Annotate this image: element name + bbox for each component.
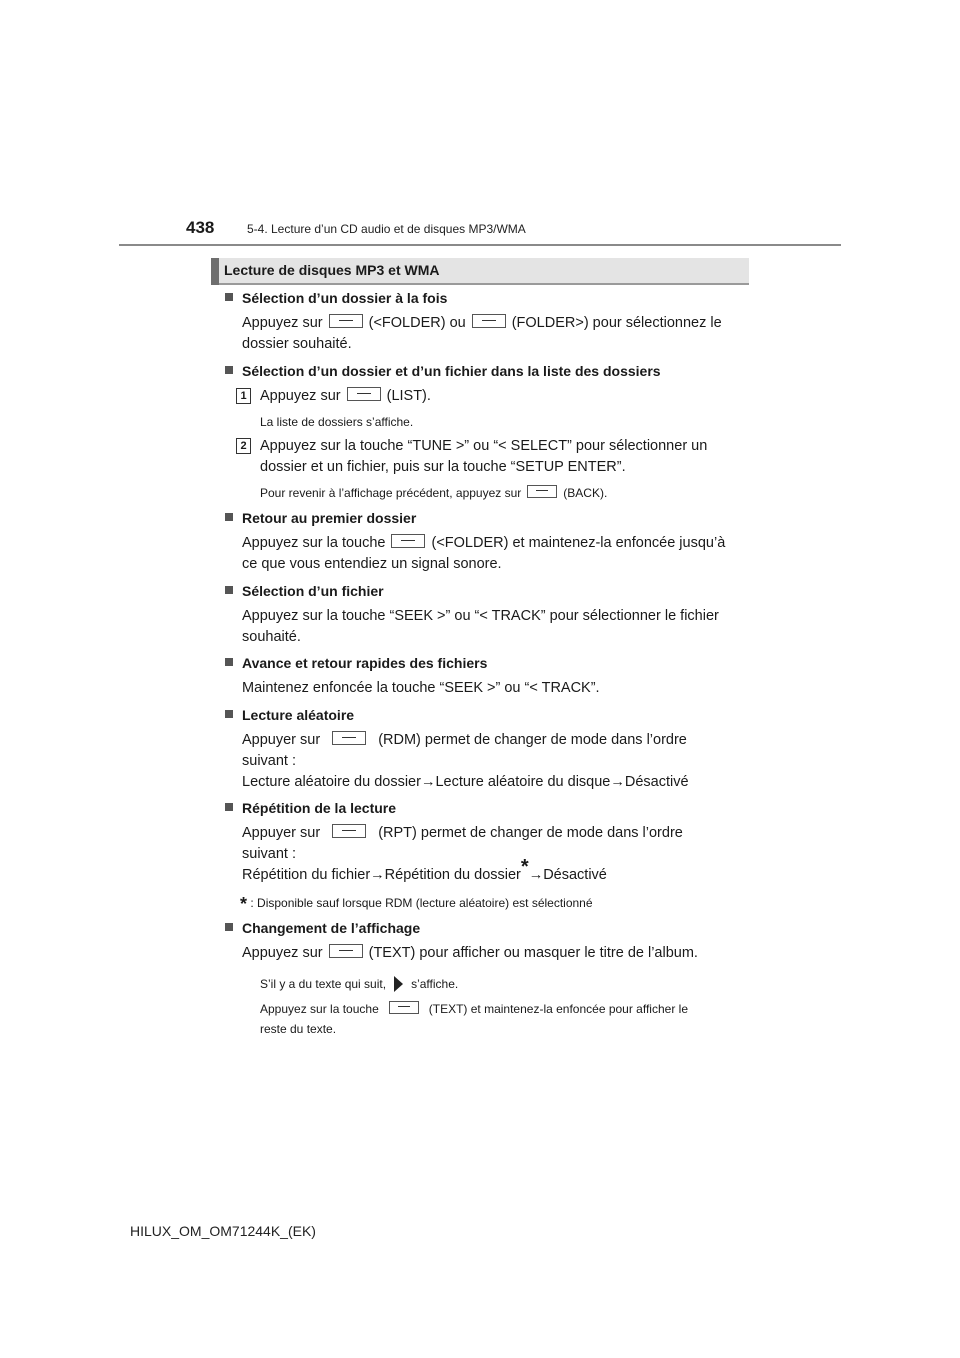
section-header: 5-4. Lecture d’un CD audio et de disques MP3/WMA xyxy=(247,222,526,236)
button-icon xyxy=(332,731,366,745)
heading-text: Avance et retour rapides des fichiers xyxy=(242,655,488,671)
text: (<FOLDER) et maintenez-la enfoncée jusqu’à xyxy=(431,535,726,551)
text: (LIST). xyxy=(386,388,431,404)
square-bullet-icon xyxy=(225,586,233,594)
footnote xyxy=(240,893,750,914)
heading-text: Répétition de la lecture xyxy=(242,800,397,816)
text: suivant : xyxy=(242,753,296,769)
paragraph-fast-forward xyxy=(242,678,745,699)
heading-fast-forward xyxy=(242,655,487,671)
title-bar-label: Lecture de disques MP3 et WMA xyxy=(224,262,440,278)
square-bullet-icon xyxy=(225,513,233,521)
title-bar xyxy=(211,258,749,285)
step-1-text xyxy=(260,386,740,407)
heading-text: Retour au premier dossier xyxy=(242,510,417,526)
text: ce que vous entendiez un signal sonore. xyxy=(242,556,502,572)
heading-text: Sélection d’un dossier à la fois xyxy=(242,290,448,306)
text: Appuyer sur xyxy=(242,732,321,748)
play-arrow-icon xyxy=(394,976,403,992)
button-icon xyxy=(389,1001,419,1014)
text: (RDM) permet de changer de mode dans l’ordre xyxy=(378,732,687,748)
heading-select-file xyxy=(242,583,384,599)
header-rule xyxy=(119,244,841,246)
display-note-1 xyxy=(260,974,748,994)
text: Pour revenir à l’affichage précédent, appuyez sur xyxy=(260,486,522,500)
text: dossier et un fichier, puis sur la touche “SETUP ENTER”. xyxy=(260,459,626,475)
button-icon xyxy=(329,314,363,328)
heading-text: Changement de l’affichage xyxy=(242,920,421,936)
asterisk: * xyxy=(520,856,529,878)
square-bullet-icon xyxy=(225,923,233,931)
text: reste du texte. xyxy=(260,1022,337,1036)
text: (TEXT) et maintenez-la enfoncée pour afficher le xyxy=(428,1002,688,1016)
footer-doc-id: HILUX_OM_OM71244K_(EK) xyxy=(130,1223,316,1239)
square-bullet-icon xyxy=(225,658,233,666)
page-number: 438 xyxy=(186,218,215,237)
text: Appuyez sur xyxy=(260,388,341,404)
text: : Disponible sauf lorsque RDM (lecture aléatoire) est sélectionné xyxy=(250,896,593,910)
step-number-1: 1 xyxy=(236,388,251,404)
step-number-2: 2 xyxy=(236,438,251,454)
square-bullet-icon xyxy=(225,803,233,811)
button-icon xyxy=(347,387,381,401)
text: s’affiche. xyxy=(411,977,459,991)
heading-repeat xyxy=(242,800,396,816)
heading-folder-file-list xyxy=(242,363,661,379)
heading-display xyxy=(242,920,420,936)
button-icon xyxy=(391,534,425,548)
text: Appuyez sur xyxy=(242,945,323,961)
paragraph-first-folder xyxy=(242,533,745,575)
text: souhaité. xyxy=(242,629,301,645)
paragraph-select-file xyxy=(242,606,745,648)
text: S’il y a du texte qui suit, xyxy=(260,977,387,991)
text: Appuyez sur la touche “SEEK >” ou “< TRACK” pour sélectionner le fichier xyxy=(242,608,719,624)
button-icon xyxy=(329,944,363,958)
text: Appuyez sur la touche xyxy=(242,535,386,551)
text: →Désactivé xyxy=(528,867,607,883)
button-icon xyxy=(472,314,506,328)
button-icon xyxy=(527,485,557,498)
button-icon xyxy=(332,824,366,838)
text: (BACK). xyxy=(563,486,608,500)
square-bullet-icon xyxy=(225,710,233,718)
text: (FOLDER>) pour sélectionnez le xyxy=(511,315,722,331)
text: Appuyer sur xyxy=(242,825,321,841)
square-bullet-icon xyxy=(225,293,233,301)
heading-text: Lecture aléatoire xyxy=(242,707,355,723)
paragraph-random xyxy=(242,730,745,793)
square-bullet-icon xyxy=(225,366,233,374)
text: (TEXT) pour afficher ou masquer le titre de l’album. xyxy=(368,945,698,961)
heading-first-folder xyxy=(242,510,416,526)
title-bar-accent xyxy=(211,258,219,285)
heading-text: Sélection d’un dossier et d’un fichier dans la liste des dossiers xyxy=(242,363,661,379)
step-1-note: La liste de dossiers s’affiche. xyxy=(260,415,414,429)
text: suivant : xyxy=(242,846,296,862)
paragraph-folder-at-a-time xyxy=(242,313,745,355)
text: Appuyez sur la touche xyxy=(260,1002,379,1016)
text: (RPT) permet de changer de mode dans l’ordre xyxy=(378,825,683,841)
text: (<FOLDER) ou xyxy=(368,315,466,331)
text: Appuyez sur la touche “TUNE >” ou “< SELECT” pour sélectionner un xyxy=(260,438,708,454)
asterisk: * xyxy=(240,894,248,914)
heading-text: Sélection d’un fichier xyxy=(242,583,384,599)
heading-random xyxy=(242,707,354,723)
paragraph-display xyxy=(242,943,745,964)
text: Appuyez sur xyxy=(242,315,323,331)
heading-folder-at-a-time xyxy=(242,290,447,306)
text: dossier souhaité. xyxy=(242,336,352,352)
text: Répétition du fichier→Répétition du dossier xyxy=(242,867,521,883)
display-note-2 xyxy=(260,999,745,1039)
text: Maintenez enfoncée la touche “SEEK >” ou “< TRACK”. xyxy=(242,680,600,696)
step-2-text xyxy=(260,436,745,478)
text: Lecture aléatoire du dossier→Lecture aléatoire du disque→Désactivé xyxy=(242,774,689,790)
step-2-note xyxy=(260,483,748,503)
paragraph-repeat xyxy=(242,823,745,886)
